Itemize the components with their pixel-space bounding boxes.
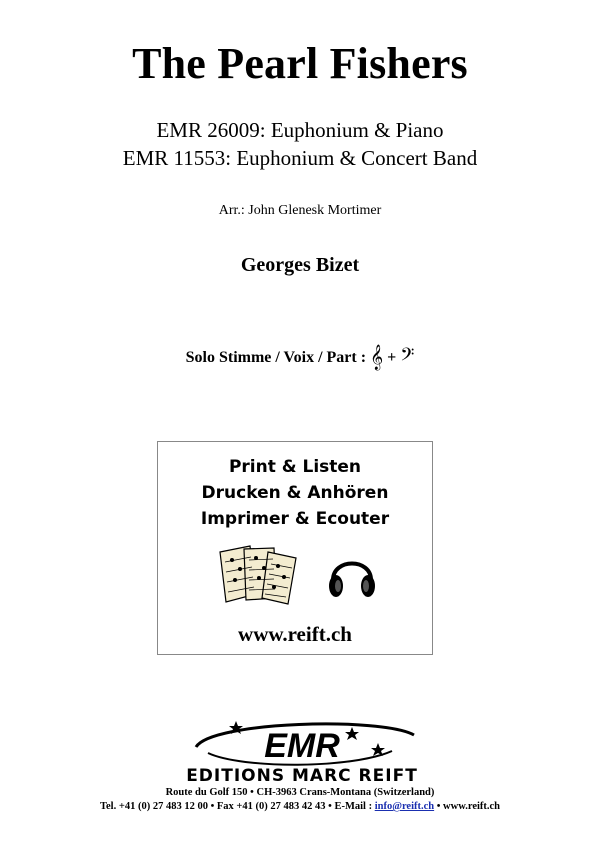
emr-logo (152, 713, 452, 785)
promo-line-english: Print & Listen (228, 457, 362, 477)
arranger-credit: Arr.: John Glenesk Mortimer (218, 203, 382, 218)
part-line (0, 345, 600, 370)
publisher-contact (0, 801, 600, 812)
email-link[interactable]: info@reift.ch (374, 801, 435, 812)
treble-clef-icon: 𝄞 (370, 345, 384, 370)
composer-name: Georges Bizet (240, 254, 360, 276)
publisher-name: EDITIONS MARC REIFT (186, 766, 418, 785)
bass-clef-icon: 𝄢 (400, 345, 415, 370)
contact-phone-fax: Tel. +41 (0) 27 483 12 00 • Fax +41 (0) 27 483 42 43 • E-Mail : (99, 801, 373, 812)
edition-line-piano: EMR 26009: Euphonium & Piano (156, 118, 444, 142)
publisher-address: Route du Golf 150 • CH-3963 Crans-Montana (Switzerland) (165, 787, 435, 798)
plus-sign: + (387, 349, 397, 366)
part-label: Solo Stimme / Voix / Part : (185, 349, 367, 366)
page-title: The Pearl Fishers (132, 39, 468, 88)
logo-emr-text: EMR (264, 727, 340, 765)
promo-line-german: Drucken & Anhören (201, 483, 389, 503)
contact-website: • www.reift.ch (436, 801, 501, 812)
sheet-music-icon (216, 544, 302, 606)
promo-url: www.reift.ch (238, 622, 352, 646)
print-listen-box (157, 441, 433, 655)
headphones-icon (325, 548, 379, 602)
edition-line-band: EMR 11553: Euphonium & Concert Band (122, 146, 478, 170)
promo-line-french: Imprimer & Ecouter (200, 509, 390, 529)
